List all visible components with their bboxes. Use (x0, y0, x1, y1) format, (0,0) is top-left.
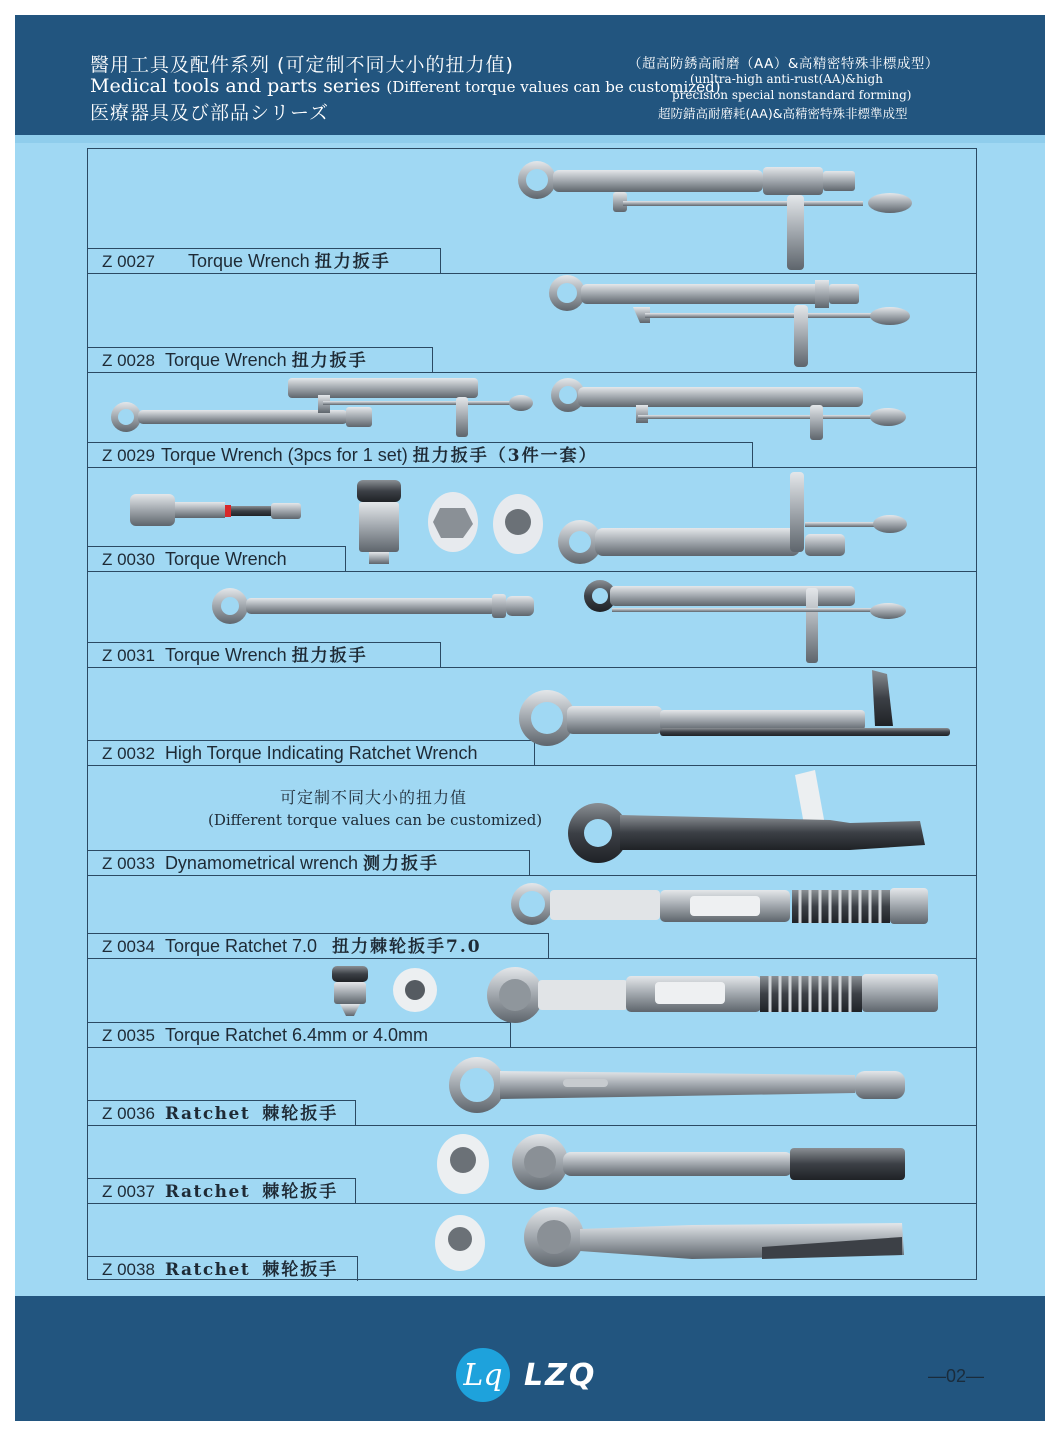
product-code: Z 0036 (102, 1104, 155, 1123)
product-code: Z 0030 (102, 550, 155, 569)
logo-text: LZQ (524, 1357, 597, 1393)
product-label (88, 740, 535, 765)
header-title-en-main: Medical tools and parts series (90, 75, 381, 97)
customization-note-en: (Different torque values can be customized) (208, 811, 543, 829)
header-title-jp: 医療器具及び部品シリーズ (90, 102, 330, 124)
product-name: Dynamometrical wrench (164, 853, 358, 873)
product-code: Z 0032 (102, 744, 155, 763)
header-title-cn: 醫用工具及配件系列 (可定制不同大小的扭力值) (90, 54, 514, 76)
product-code: Z 0031 (102, 646, 155, 665)
product-name-cn: 扭力扳手 (291, 646, 368, 666)
product-label (88, 1022, 511, 1047)
torque-ratchet-z0035-image (330, 962, 940, 1024)
product-label (88, 442, 753, 467)
product-label (88, 1178, 356, 1203)
page-number: —02— (928, 1366, 985, 1386)
product-label (88, 933, 549, 958)
header-feature-en-1: (unltra-high anti-rust(AA)&high (690, 72, 883, 86)
product-label (88, 347, 433, 372)
product-label (88, 248, 441, 273)
product-name: Torque Wrench (3pcs for 1 set) (160, 445, 408, 465)
ratchet-z0036-image (445, 1055, 910, 1115)
product-name-cn: 扭力棘轮扳手7.0 (332, 937, 482, 957)
product-name: Torque Wrench (164, 645, 287, 665)
product-name-cn: 扭力扳手（3件一套） (412, 446, 598, 466)
product-code: Z 0034 (102, 937, 155, 956)
product-name-cn: 棘轮扳手 (262, 1260, 339, 1280)
ratchet-z0038-image (432, 1207, 912, 1277)
product-name: Ratchet (164, 1104, 251, 1124)
product-name-cn: 扭力扳手 (291, 351, 368, 371)
product-name-cn: 扭力扳手 (314, 252, 391, 272)
torque-wrench-set-z0029-image (108, 375, 908, 440)
customization-note-cn: 可定制不同大小的扭力值 (280, 788, 468, 807)
header-title-en (90, 75, 721, 97)
ratchet-z0037-image (435, 1130, 910, 1200)
product-label (88, 1100, 356, 1125)
product-code: Z 0028 (102, 351, 155, 370)
torque-wrench-kit-z0030-image (125, 472, 910, 567)
torque-wrench-z0027-image (505, 160, 925, 272)
product-name: High Torque Indicating Ratchet Wrench (164, 743, 478, 763)
product-label (88, 1256, 358, 1281)
header-feature-en-2: precision special nonstandard forming) (672, 88, 912, 102)
torque-wrench-z0031-image (210, 578, 910, 666)
product-name-cn: 棘轮扳手 (262, 1104, 339, 1124)
product-name-cn: 棘轮扳手 (262, 1182, 339, 1202)
product-name: Ratchet (164, 1182, 251, 1202)
product-name: Torque Wrench (187, 251, 310, 271)
torque-ratchet-z0034-image (510, 880, 930, 930)
ratchet-wrench-z0032-image (515, 670, 955, 750)
product-label (88, 850, 530, 875)
torque-wrench-z0028-image (545, 275, 920, 370)
product-name: Ratchet (164, 1260, 251, 1280)
header-feature-jp: 超防錆高耐磨耗(AA)&高精密特殊非標準成型 (658, 106, 908, 121)
product-name: Torque Wrench (164, 350, 287, 370)
product-name-cn: 测力扳手 (363, 854, 440, 874)
product-code: Z 0033 (102, 854, 155, 873)
header-title-en-sub: (Different torque values can be customized) (386, 78, 721, 96)
product-code: Z 0027 (102, 252, 155, 271)
dynamometrical-wrench-z0033-image (560, 765, 930, 865)
logo-mark-icon: Lq (456, 1348, 510, 1402)
product-name: Torque Ratchet 6.4mm or 4.0mm (164, 1025, 429, 1045)
product-code: Z 0038 (102, 1260, 155, 1279)
product-name: Torque Wrench (164, 549, 287, 569)
product-name: Torque Ratchet 7.0 (164, 936, 318, 956)
product-code: Z 0029 (102, 446, 155, 465)
product-code: Z 0037 (102, 1182, 155, 1201)
header-feature-cn: （超高防銹高耐磨（AA）&高精密特殊非標成型） (628, 56, 939, 72)
product-code: Z 0035 (102, 1026, 155, 1045)
company-logo (456, 1348, 596, 1402)
